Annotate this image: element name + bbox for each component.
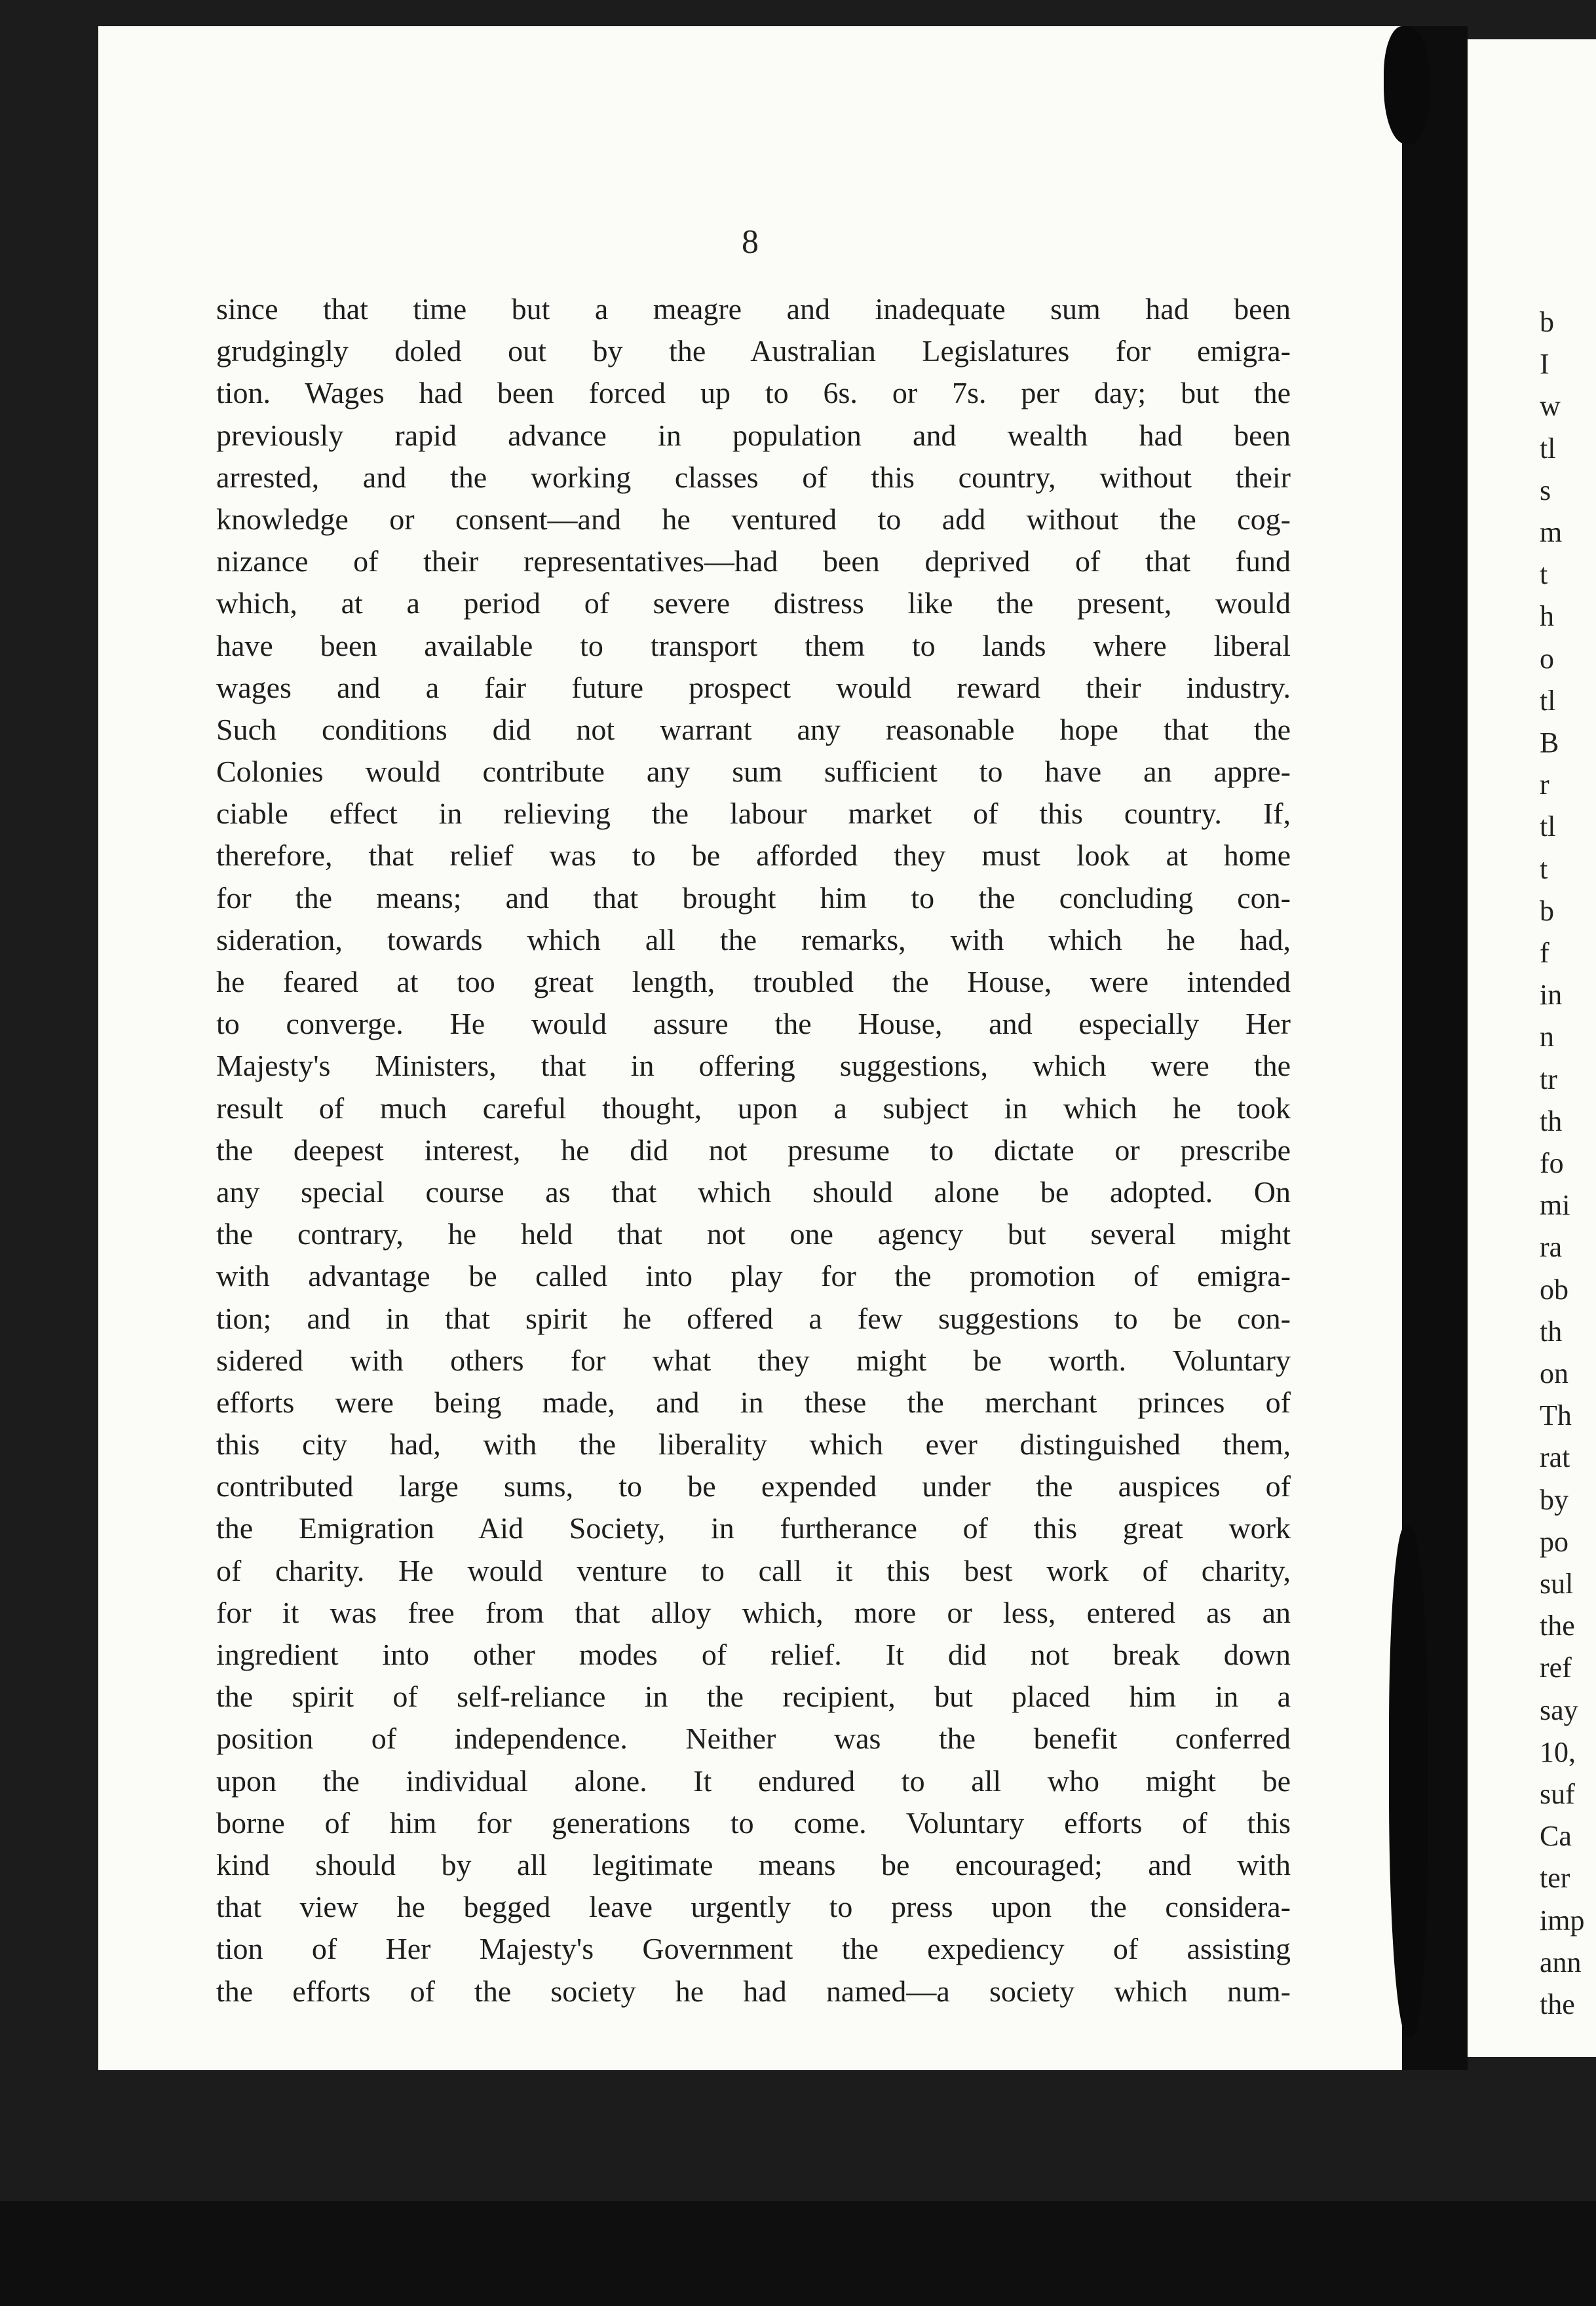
text-line: which, at a period of severe distress like the present, would: [216, 586, 1291, 620]
text-line: the contrary, he held that not one agency but several might: [216, 1217, 1291, 1251]
facing-page-fragment: b: [1540, 894, 1554, 927]
scan-border-bottom: [0, 2201, 1596, 2306]
text-line: to converge. He would assure the House, and especially Her: [216, 1007, 1291, 1041]
facing-page-fragment: on: [1540, 1357, 1568, 1389]
text-line: that view he begged leave urgently to press upon the considera-: [216, 1890, 1291, 1924]
facing-page-fragment: f: [1540, 937, 1549, 969]
text-line: previously rapid advance in population and wealth had been: [216, 418, 1291, 452]
facing-page-fragment: tl: [1540, 432, 1556, 464]
facing-page-fragment: rat: [1540, 1441, 1570, 1474]
text-line: sidered with others for what they might be worth. Voluntary: [216, 1343, 1291, 1377]
text-line: Such conditions did not warrant any reasonable hope that the: [216, 712, 1291, 746]
text-line: efforts were being made, and in these the merchant princes of: [216, 1385, 1291, 1419]
text-line: therefore, that relief was to be afforded they must look at home: [216, 839, 1291, 873]
facing-page-fragment: t: [1540, 852, 1548, 885]
gutter-shadow-bottom: [1389, 1526, 1428, 2037]
facing-page-fragment: I: [1540, 348, 1549, 381]
facing-page-fragment: tl: [1540, 810, 1556, 843]
page-number: 8: [742, 223, 759, 261]
facing-page-fragment: th: [1540, 1315, 1563, 1348]
facing-page-fragment: ann: [1540, 1946, 1582, 1978]
facing-page-fragment: o: [1540, 642, 1554, 675]
facing-page-fragment: in: [1540, 979, 1563, 1011]
text-line: sideration, towards which all the remarks, with which he had,: [216, 922, 1291, 956]
text-line: position of independence. Neither was the benefit conferred: [216, 1722, 1291, 1756]
facing-page-fragment: ob: [1540, 1273, 1568, 1306]
facing-page-fragment: ref: [1540, 1652, 1572, 1684]
text-line: Colonies would contribute any sum sufficient to have an appre-: [216, 755, 1291, 789]
text-line: nizance of their representatives—had been deprived of that fund: [216, 544, 1291, 578]
facing-page-fragment: say: [1540, 1693, 1578, 1726]
facing-page-fragment: h: [1540, 600, 1554, 633]
text-line: Majesty's Ministers, that in offering suggestions, which were the: [216, 1049, 1291, 1083]
facing-page-fragment: b: [1540, 306, 1554, 338]
text-line: grudgingly doled out by the Australian Legislatures for emigra-: [216, 334, 1291, 368]
facing-page-fragment: po: [1540, 1525, 1568, 1558]
page-body-text: [216, 288, 1291, 2013]
text-line: upon the individual alone. It endured to all who might be: [216, 1764, 1291, 1798]
text-line: contributed large sums, to be expended under the auspices of: [216, 1469, 1291, 1503]
facing-page-fragment: th: [1540, 1105, 1563, 1137]
text-line: since that time but a meagre and inadequate sum had been: [216, 292, 1291, 326]
gutter-shadow-top: [1384, 26, 1430, 144]
text-line: ciable effect in relieving the labour market of this country. If,: [216, 797, 1291, 831]
text-line: he feared at too great length, troubled the House, were intended: [216, 965, 1291, 998]
facing-page-fragment: Ca: [1540, 1820, 1572, 1853]
facing-page-fragment: imp: [1540, 1904, 1585, 1937]
facing-page-fragment: suf: [1540, 1778, 1575, 1810]
text-line: wages and a fair future prospect would reward their industry.: [216, 670, 1291, 704]
text-line: knowledge or consent—and he ventured to add without the cog-: [216, 502, 1291, 536]
text-line: the efforts of the society he had named—a society which num-: [216, 1974, 1291, 2008]
text-line: the spirit of self-reliance in the recipient, but placed him in a: [216, 1680, 1291, 1714]
text-line: ingredient into other modes of relief. It did not break down: [216, 1638, 1291, 1671]
facing-page-fragment: ra: [1540, 1231, 1563, 1264]
text-line: of charity. He would venture to call it this best work of charity,: [216, 1553, 1291, 1587]
text-line: for it was free from that alloy which, more or less, entered as an: [216, 1595, 1291, 1629]
facing-page-fragment: ter: [1540, 1862, 1570, 1895]
facing-page-fragment: by: [1540, 1483, 1568, 1516]
text-line: the deepest interest, he did not presume to dictate or prescribe: [216, 1133, 1291, 1167]
text-line: tion of Her Majesty's Government the expediency of assisting: [216, 1932, 1291, 1966]
text-line: tion; and in that spirit he offered a few suggestions to be con-: [216, 1301, 1291, 1335]
facing-page-fragment: Th: [1540, 1399, 1572, 1432]
facing-page-fragment: mi: [1540, 1189, 1570, 1222]
text-line: arrested, and the working classes of this country, without their: [216, 460, 1291, 494]
facing-page-fragment: r: [1540, 768, 1549, 801]
text-line: this city had, with the liberality which ever distinguished them,: [216, 1427, 1291, 1462]
facing-page-edge: [1468, 39, 1596, 2057]
text-line: for the means; and that brought him to the concluding con-: [216, 880, 1291, 915]
text-line: any special course as that which should alone be adopted. On: [216, 1175, 1291, 1209]
facing-page-fragment: t: [1540, 558, 1548, 591]
text-line: with advantage be called into play for the promotion of emigra-: [216, 1259, 1291, 1293]
text-line: tion. Wages had been forced up to 6s. or 7s. per day; but the: [216, 376, 1291, 410]
text-line: result of much careful thought, upon a subject in which he took: [216, 1091, 1291, 1125]
facing-page-fragment: 10,: [1540, 1735, 1576, 1768]
text-line: kind should by all legitimate means be encouraged; and with: [216, 1847, 1291, 1881]
facing-page-fragment: tr: [1540, 1063, 1557, 1095]
facing-page-fragment: tl: [1540, 684, 1556, 717]
facing-page-fragment: n: [1540, 1021, 1554, 1053]
facing-page-fragment: m: [1540, 516, 1563, 548]
text-line: the Emigration Aid Society, in furtherance of this great work: [216, 1511, 1291, 1545]
facing-page-fragment: fo: [1540, 1147, 1564, 1179]
facing-page-fragment: the: [1540, 1988, 1575, 2020]
text-line: borne of him for generations to come. Voluntary efforts of this: [216, 1805, 1291, 1840]
facing-page-fragment: B: [1540, 727, 1559, 759]
facing-page-fragment: the: [1540, 1610, 1575, 1642]
facing-page-fragment: s: [1540, 474, 1551, 506]
facing-page-fragment: w: [1540, 390, 1561, 423]
facing-page-fragment: sul: [1540, 1568, 1574, 1600]
text-line: have been available to transport them to lands where liberal: [216, 628, 1291, 662]
